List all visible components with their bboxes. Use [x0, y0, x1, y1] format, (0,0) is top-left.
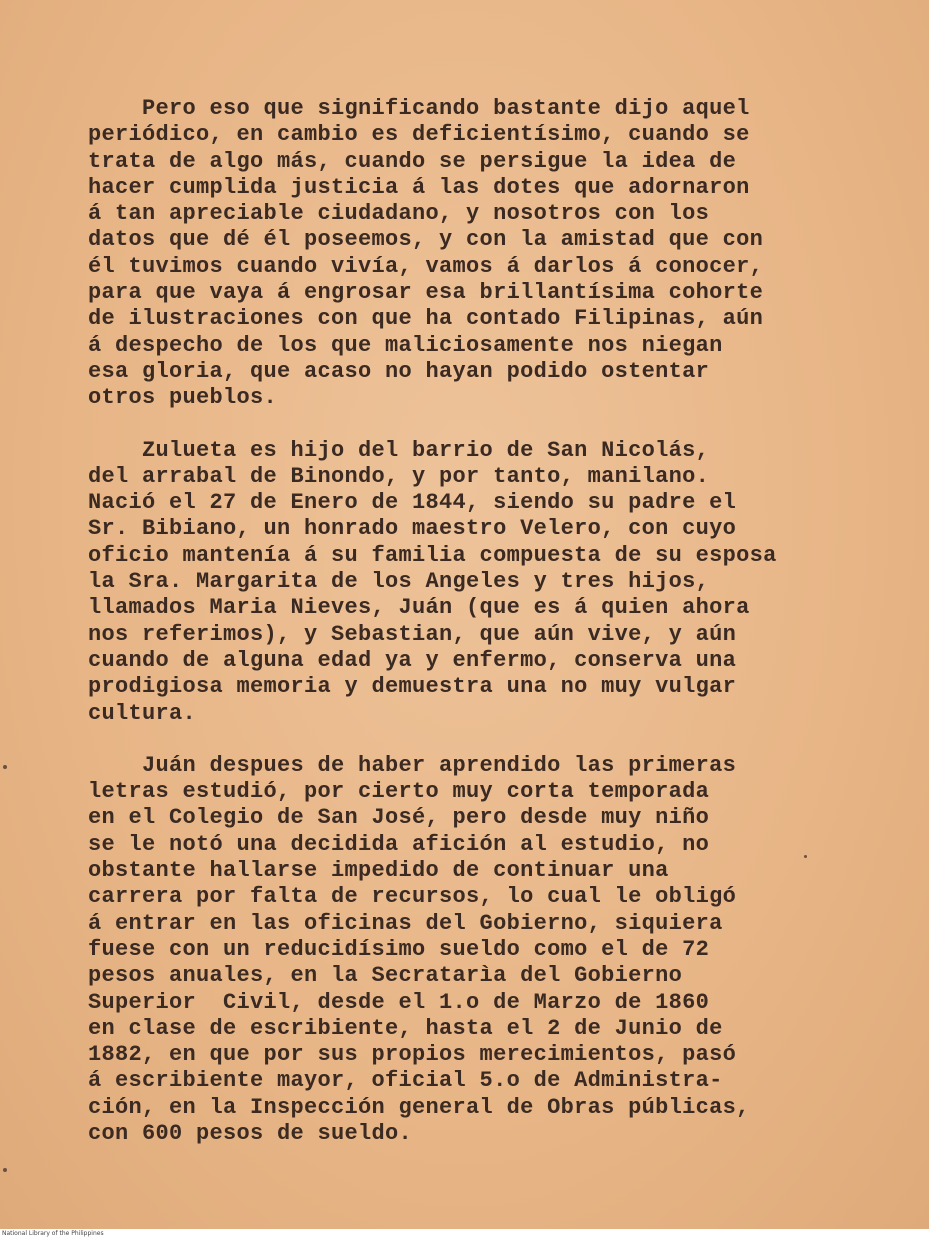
text-line: periódico, en cambio es deficientísimo, cuando se: [88, 122, 750, 148]
text-line: obstante hallarse impedido de continuar una: [88, 858, 669, 884]
footer-credit: National Library of the Philippines: [0, 1229, 929, 1238]
text-line: cuando de alguna edad ya y enfermo, conserva una: [88, 647, 737, 673]
text-line: en el Colegio de San José, pero desde muy niño: [88, 805, 710, 831]
text-line: se le notó una decidida afición al estudio, no: [88, 831, 710, 857]
text-line: fuese con un reducidísimo sueldo como el de 72: [88, 936, 710, 962]
paragraph-gap: [88, 727, 878, 753]
text-line: la Sra. Margarita de los Angeles y tres hijos,: [88, 569, 710, 595]
text-line: trata de algo más, cuando se persigue la idea de: [88, 148, 737, 174]
text-line: á escribiente mayor, oficial 5.o de Administra-: [88, 1068, 723, 1094]
text-line: de ilustraciones con que ha contado Filipinas, aún: [88, 306, 764, 332]
text-line: con 600 pesos de sueldo.: [88, 1120, 413, 1146]
text-line: Juán despues de haber aprendido las primeras: [88, 752, 737, 778]
text-line: para que vaya á engrosar esa brillantísima cohorte: [88, 280, 764, 306]
text-line: oficio mantenía á su familia compuesta de su esposa: [88, 542, 777, 568]
paper-speck: [3, 1168, 7, 1172]
text-line: hacer cumplida justicia á las dotes que adornaron: [88, 174, 750, 200]
paper-speck: [804, 855, 807, 858]
text-line: Nació el 27 de Enero de 1844, siendo su padre el: [88, 490, 737, 516]
text-line: esa gloria, que acaso no hayan podido ostentar: [88, 358, 710, 384]
text-line: ción, en la Inspección general de Obras públicas,: [88, 1094, 750, 1120]
text-line: carrera por falta de recursos, lo cual le obligó: [88, 884, 737, 910]
text-line: 1882, en que por sus propios merecimientos, pasó: [88, 1042, 737, 1068]
text-line: pesos anuales, en la Secratarìa del Gobierno: [88, 963, 683, 989]
text-line: Zulueta es hijo del barrio de San Nicolás,: [88, 437, 710, 463]
text-line: él tuvimos cuando vivía, vamos á darlos á conocer,: [88, 253, 764, 279]
text-line: nos referimos), y Sebastian, que aún vive, y aún: [88, 621, 737, 647]
text-line: datos que dé él poseemos, y con la amistad que con: [88, 227, 764, 253]
text-line: á despecho de los que maliciosamente nos niegan: [88, 332, 723, 358]
paragraph-1: [88, 96, 878, 412]
text-line: cultura.: [88, 700, 197, 726]
text-line: llamados Maria Nieves, Juán (que es á quien ahora: [88, 595, 750, 621]
paragraph-gap: [88, 412, 878, 438]
text-line: Sr. Bibiano, un honrado maestro Velero, con cuyo: [88, 516, 737, 542]
paragraph-3: [88, 753, 878, 1147]
text-line: letras estudió, por cierto muy corta temporada: [88, 779, 710, 805]
text-line: Superior Civil, desde el 1.o de Marzo de 1860: [88, 989, 710, 1015]
text-line: á entrar en las oficinas del Gobierno, siquiera: [88, 910, 723, 936]
text-line: prodigiosa memoria y demuestra una no muy vulgar: [88, 674, 737, 700]
text-line: Pero eso que significando bastante dijo aquel: [88, 96, 750, 121]
paragraph-2: [88, 438, 878, 727]
text-line: en clase de escribiente, hasta el 2 de Junio de: [88, 1015, 723, 1041]
typewritten-text: [88, 96, 878, 1147]
text-line: del arrabal de Binondo, y por tanto, manilano.: [88, 463, 710, 489]
text-line: otros pueblos.: [88, 385, 278, 411]
text-line: á tan apreciable ciudadano, y nosotros con los: [88, 201, 710, 227]
paper-speck: [3, 765, 7, 769]
